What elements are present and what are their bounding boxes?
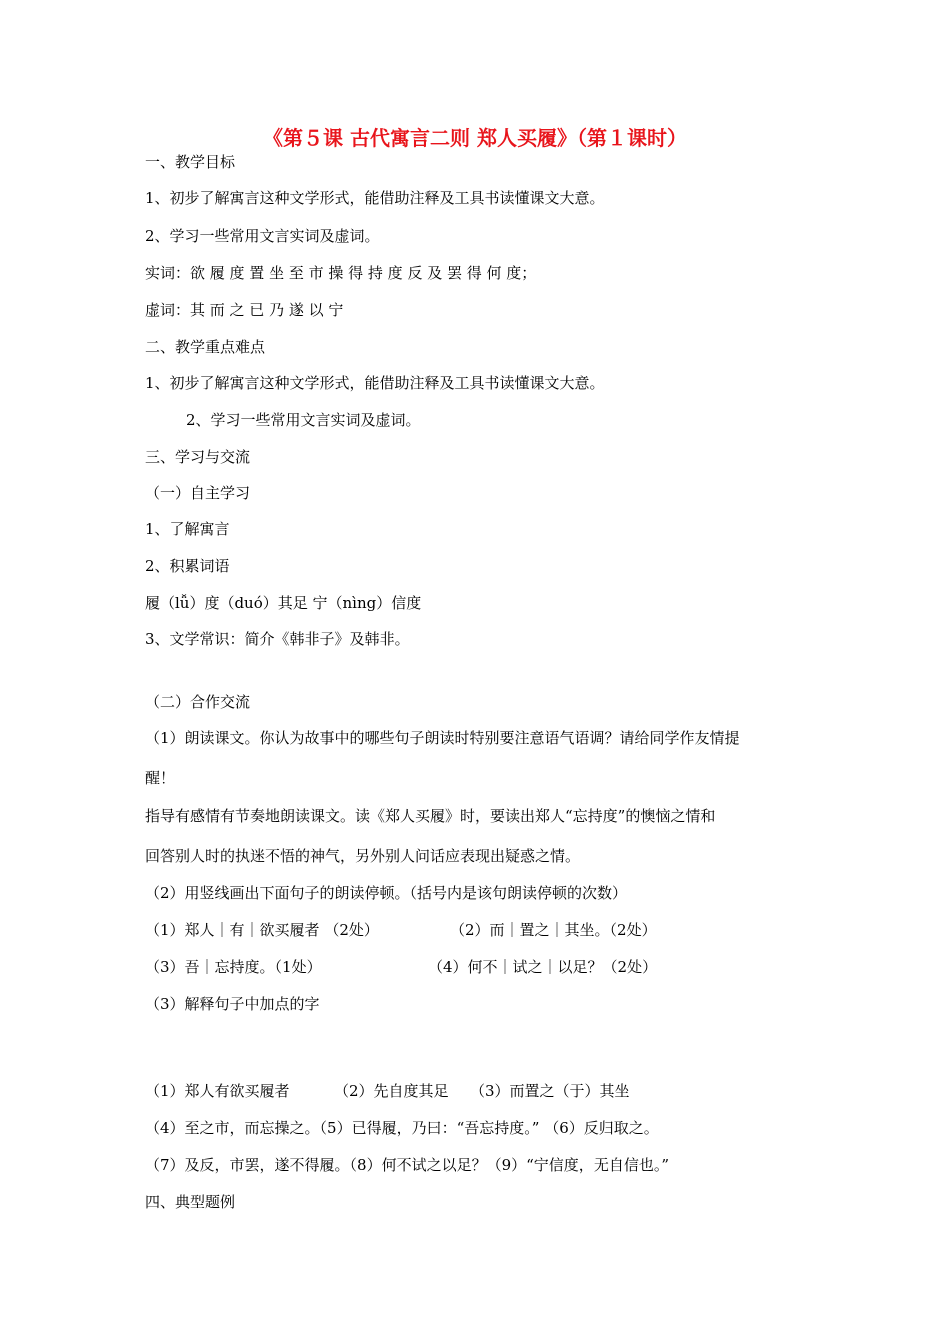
content-words-line: 实词：欲 履 度 置 坐 至 市 操 得 持 度 反 及 罢 得 何 度； (145, 264, 537, 282)
section-2-heading: 二、教学重点难点 (145, 338, 266, 356)
self-study-item-2: 2、积累词语 (145, 557, 230, 575)
section-1-heading: 一、教学目标 (145, 153, 236, 171)
literature-text-a: 3、文学常识：简 (145, 630, 260, 648)
section-4-heading: 四、典型题例 (145, 1193, 236, 1211)
document-title: 《第５课 古代寓言二则 郑人买履》（第１课时） (263, 126, 687, 150)
explain-row-1 (145, 1081, 630, 1101)
explain-item-1: （1）郑人有欲买履者 (145, 1082, 290, 1100)
pause-item-3: （3）吾｜忘持度。（1处） (145, 958, 322, 976)
explain-row-2: （4）至之市，而忘操之。（5）已得履，乃曰：“吾忘持度。” （6）反归取之。 (145, 1119, 659, 1137)
question-1-line-1: （1）朗读课文。你认为故事中的哪些句子朗读时特别要注意语气语调？请给同学作友情提 (145, 729, 740, 747)
explain-item-2: （2）先自度其足 (334, 1082, 449, 1100)
literature-text-c: 非。 (379, 630, 410, 648)
explain-row-3-b: 无自信也。” (593, 1156, 669, 1174)
literature-knowledge-line (145, 629, 410, 649)
pause-row-2 (145, 957, 658, 977)
self-study-heading: （一）自主学习 (145, 484, 251, 502)
pause-row-1 (145, 920, 657, 940)
section-1-item-2: 2、学习一些常用文言实词及虚词。 (145, 227, 380, 245)
explain-item-3: （3）而置之（于）其坐 (470, 1082, 630, 1100)
section-3-heading: 三、学习与交流 (145, 448, 251, 466)
self-study-item-1: 1、了解寓言 (145, 520, 230, 538)
function-words-line: 虚词：其 而 之 已 乃 遂 以 宁 (145, 301, 344, 319)
section-1-item-1: 1、初步了解寓言这种文学形式，能借助注释及工具书读懂课文大意。 (145, 189, 605, 207)
pause-item-2: （2）而｜置之｜其坐。（2处） (450, 921, 657, 939)
question-2-heading: （2）用竖线画出下面句子的朗读停顿。（括号内是该句朗读停顿的次数） (145, 884, 628, 902)
explain-row-3 (145, 1155, 669, 1175)
pinyin-line: 履（lǚ）度（duó）其足 宁（nìng）信度 (145, 594, 422, 612)
literature-text-b: 介《韩非子》及韩 (259, 630, 380, 648)
explain-row-3-a: （7）及反，市罢，遂不得履。（8）何不试之以足？（9）“宁信度， (145, 1156, 594, 1174)
pause-item-1: （1）郑人｜有｜欲买履者 （2处） (145, 921, 379, 939)
question-3-heading: （3）解释句子中加点的字 (145, 995, 320, 1013)
cooperation-heading: （二）合作交流 (145, 693, 251, 711)
pause-item-4: （4）何不｜试之｜以足？（2处） (428, 958, 658, 976)
section-2-item-2: 2、学习一些常用文言实词及虚词。 (186, 411, 421, 429)
guide-line-1: 指导有感情有节奏地朗读课文。读《郑人买履》时，要读出郑人“忘持度”的懊恼之情和 (145, 807, 716, 825)
question-1-line-2: 醒！ (145, 769, 176, 787)
guide-line-2: 回答别人时的执迷不悟的神气，另外别人问话应表现出疑惑之情。 (145, 847, 581, 865)
section-2-item-1: 1、初步了解寓言这种文学形式，能借助注释及工具书读懂课文大意。 (145, 374, 605, 392)
